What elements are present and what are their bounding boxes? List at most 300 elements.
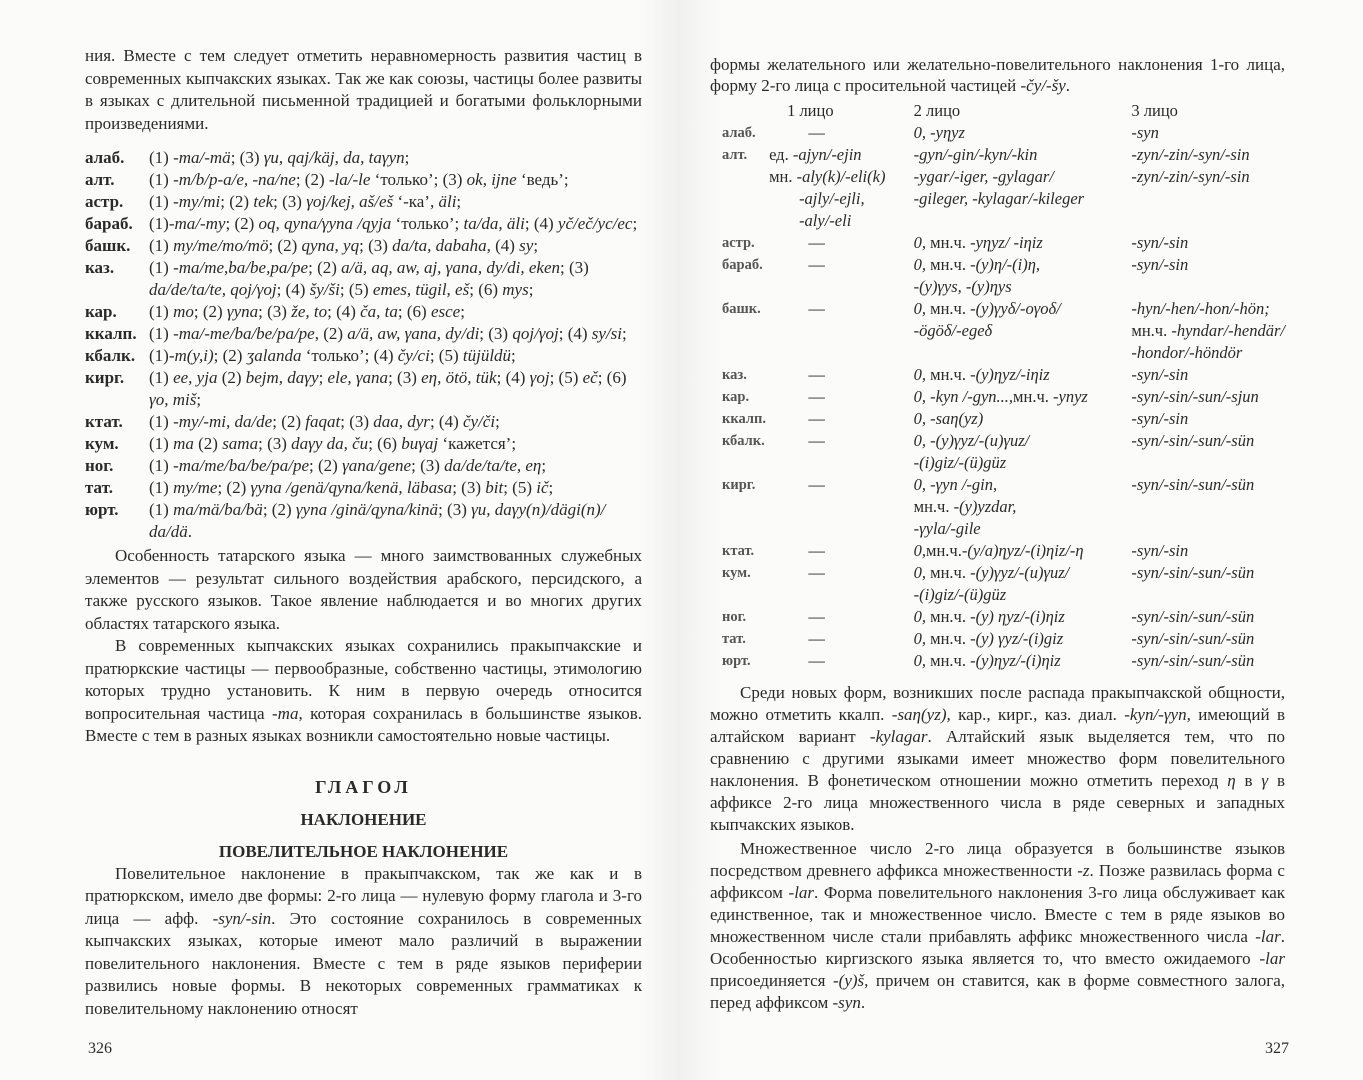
text-run: ‘только’; (3)	[370, 170, 467, 189]
cell-line	[914, 122, 1126, 144]
italic-form: -(y)γys, -(y)ηys	[913, 277, 1012, 296]
italic-form: daγy da, ču	[291, 434, 369, 453]
language-abbreviation: ктат.	[722, 543, 755, 559]
italic-form: γ	[1261, 771, 1269, 790]
cell-line	[914, 364, 1126, 386]
table-cell-c1	[769, 386, 914, 408]
italic-form: -kylagar	[869, 727, 928, 746]
text-run: . Форма повелительного наклонения 3-го лица обслуживает как единственное, так и множественное число. Вместе с тем в ряде языков во множественном числе стали прибавлять аффикс множественного числа	[710, 883, 1285, 946]
table-cell-c1	[769, 628, 914, 650]
table-cell-c2	[914, 144, 1132, 232]
language-abbreviation: кум.	[722, 565, 751, 581]
italic-form: yč/eč/yc/ec	[557, 214, 633, 233]
cell-line	[769, 210, 914, 232]
language-abbreviation: ног.	[722, 609, 747, 625]
text-run: мн.ч.	[930, 607, 971, 626]
text-run: ; (2)	[308, 258, 342, 277]
text-run: ‘только’;	[391, 214, 464, 233]
language-abbreviation: алаб.	[722, 125, 756, 141]
language-abbreviation: башк.	[85, 236, 131, 255]
paragraph-imperative	[85, 863, 642, 1021]
text-run: Множественное число 2-го лица образуется в большинстве языков посредством древнего аффикса множественности	[710, 839, 1285, 880]
subsection-heading: ПОВЕЛИТЕЛЬНОЕ НАКЛОНЕНИЕ	[218, 841, 509, 861]
table-cell-c3	[1131, 474, 1285, 540]
cell-line	[1131, 650, 1285, 672]
text-run: .	[860, 993, 866, 1012]
italic-form: 0,	[913, 607, 931, 626]
table-cell-c2	[914, 474, 1132, 540]
text-run: (1)	[149, 412, 174, 431]
text-run: ; (2)	[193, 302, 227, 321]
cell-line	[1131, 342, 1285, 364]
table-cell-c3	[1131, 364, 1285, 386]
language-abbreviation: каз.	[722, 367, 747, 383]
text-run: ; (4)	[496, 368, 530, 387]
italic-form: γana/gene	[342, 456, 412, 475]
text-run: ; (2)	[225, 214, 259, 233]
language-abbreviation: астр.	[722, 235, 755, 251]
left-page	[0, 0, 680, 1080]
table-cell-c1	[769, 606, 914, 628]
table-row	[722, 540, 1285, 562]
cell-line	[1131, 254, 1285, 276]
italic-form: -syn/-sin/-sun/-sün	[1131, 607, 1255, 626]
text-run: ‘кажется’;	[438, 434, 517, 453]
text-run: мн.ч.	[913, 497, 954, 516]
cell-line	[914, 320, 1126, 342]
column-header: 3 лицо	[1131, 101, 1178, 120]
italic-form: tek	[253, 192, 274, 211]
table-row	[722, 628, 1285, 650]
text-run: мн.ч.	[930, 629, 971, 648]
italic-form: -ajly/-ejli,	[799, 189, 865, 208]
language-abbreviation: бараб.	[722, 257, 763, 273]
text-run: ; (3)	[560, 258, 589, 277]
italic-form: čy/ci	[397, 346, 430, 365]
text-run: ‘ведь’;	[516, 170, 569, 189]
italic-form: daa, dyr	[373, 412, 430, 431]
italic-form: -(y)ηyz/-(i)ηiz	[970, 651, 1061, 670]
particle-forms	[149, 411, 642, 433]
text-run: ;	[622, 324, 627, 343]
cell-line	[914, 650, 1126, 672]
text-run: ния. Вместе с тем следует отметить неравномерность развития частиц в современных кыпчакских языках. Так же как союзы, частицы более развиты в языках с длительной письменной традицией и богатыми фольклорными произведениями.	[85, 46, 642, 133]
table-cell-c3	[1131, 540, 1285, 562]
text-run: ; (2)	[272, 412, 306, 431]
cell-line	[769, 540, 914, 562]
text-run: . Особенностью киргизского языка является то, что вместо ожидаемого	[710, 927, 1285, 968]
text-run: ;	[528, 280, 534, 299]
italic-form: 0,	[913, 629, 931, 648]
italic-form: mo	[173, 302, 194, 321]
cell-line	[769, 122, 914, 144]
cell-line	[1131, 166, 1285, 188]
cell-line	[914, 408, 1126, 430]
italic-form: -(y) ηyz/-(i)ηiz	[970, 607, 1065, 626]
text-run: мн.ч.	[1013, 387, 1053, 406]
italic-form: -m/b/p-a/e, -na/ne	[173, 170, 296, 189]
particle-forms	[149, 499, 642, 543]
particle-forms	[149, 301, 642, 323]
italic-form: -zyn/-zin/-syn/-sin	[1131, 167, 1250, 186]
italic-form: -lar	[1259, 949, 1285, 968]
italic-form: -(y)yzdar,	[953, 497, 1017, 516]
text-run: (1)	[149, 302, 174, 321]
cell-line	[914, 254, 1126, 276]
cell-line	[914, 584, 1126, 606]
text-run: ; (3)	[258, 434, 292, 453]
italic-form: ta/da, äli	[463, 214, 525, 233]
language-abbreviation: алаб.	[85, 148, 125, 167]
language-abbreviation: алт.	[722, 147, 748, 163]
text-run: ; (3)	[438, 500, 472, 519]
table-cell-c2	[914, 122, 1132, 144]
text-run: мн.ч.	[930, 255, 971, 274]
cell-line	[914, 606, 1126, 628]
italic-form: -(y)š,	[833, 971, 869, 990]
page-number: 326	[88, 1040, 112, 1057]
text-run: ; (3)	[452, 478, 486, 497]
table-row	[722, 144, 1285, 232]
italic-form: my/me/mo/mö	[173, 236, 269, 255]
table-row	[722, 122, 1285, 144]
cell-line	[1131, 430, 1285, 452]
italic-form: -syn	[832, 993, 861, 1012]
table-cell-c1	[769, 232, 914, 254]
dash: —	[808, 541, 825, 560]
italic-form: -(y)γyδ/-oγoδ/	[970, 299, 1061, 318]
cell-line	[769, 628, 914, 650]
table-cell-c3	[1131, 386, 1285, 408]
language-abbreviation: кбалк.	[722, 433, 765, 449]
italic-form: že, to	[291, 302, 328, 321]
italic-form: emes, tügil, eš	[372, 280, 470, 299]
text-run: ; (3)	[258, 302, 292, 321]
cell-line	[1131, 562, 1285, 584]
italic-form: -saη(yz),	[891, 705, 951, 724]
language-abbreviation: бараб.	[85, 214, 133, 233]
language-abbreviation: ккалп.	[85, 324, 137, 343]
italic-form: sama	[222, 434, 259, 453]
table-row	[722, 650, 1285, 672]
list-item	[85, 455, 642, 477]
language-abbreviation: ктат.	[85, 412, 123, 431]
text-run: ;	[533, 236, 539, 255]
list-item	[85, 169, 642, 191]
text-run: ; (3)	[411, 456, 445, 475]
italic-form: γoj/kej, aš/eš	[306, 192, 394, 211]
italic-form: 0,	[913, 651, 931, 670]
table-header	[722, 100, 1285, 122]
particle-forms	[149, 367, 642, 411]
italic-form: -aly/-eli	[799, 211, 852, 230]
table-cell-c3	[1131, 298, 1285, 364]
text-run: в аффиксе 2-го лица множественного числа в ряде северных и западных кыпчакских языков.	[710, 771, 1285, 834]
text-run: . Позже развилась форма с аффиксом	[710, 861, 1285, 902]
particle-forms	[149, 433, 642, 455]
text-run: ; (2)	[217, 478, 251, 497]
cell-line	[769, 364, 914, 386]
text-run: мн.ч.	[926, 541, 962, 560]
italic-form: -(y) γyz/-(i)giz	[970, 629, 1064, 648]
italic-form: -ma/-mä	[173, 148, 231, 167]
italic-form: 0,	[913, 541, 926, 560]
table-cell-c3	[1131, 628, 1285, 650]
italic-form: bejm, daγy	[245, 368, 319, 387]
italic-form: 0,	[913, 255, 931, 274]
table-cell-c3	[1131, 408, 1285, 430]
table-cell-c3	[1131, 144, 1285, 232]
italic-form: -hyn/-hen/-hon/-hön;	[1131, 299, 1270, 318]
cell-line	[769, 254, 914, 276]
text-run: ; (3)	[479, 324, 513, 343]
text-run: ; (5)	[503, 478, 537, 497]
table-cell-c1	[769, 408, 914, 430]
cell-line	[1131, 320, 1285, 342]
text-run: (1)	[149, 258, 174, 277]
cell-line	[914, 298, 1126, 320]
cell-line	[914, 562, 1126, 584]
table-cell-c3	[1131, 430, 1285, 474]
table-cell-c1	[769, 562, 914, 606]
table-cell-c2	[914, 298, 1132, 364]
dash: —	[808, 255, 825, 274]
cell-line	[1131, 628, 1285, 650]
text-run: ;	[541, 456, 547, 475]
text-run: ; (2)	[309, 456, 343, 475]
italic-form: -γyla/-gile	[913, 519, 981, 538]
text-run: (1)	[149, 214, 169, 233]
text-run: , (2)	[314, 324, 348, 343]
cell-line	[914, 452, 1126, 474]
text-run: ; (2)	[220, 192, 254, 211]
italic-form: my/me	[173, 478, 218, 497]
italic-form: -ajyn/-ejin	[792, 145, 862, 164]
cell-line	[914, 144, 1126, 166]
text-run: мн.ч.	[930, 233, 971, 252]
text-run: ;	[456, 192, 462, 211]
cell-line	[769, 606, 914, 628]
italic-form: -(y)ηyz/-iηiz	[970, 365, 1050, 384]
italic-form: da/de/ta/te, eη	[444, 456, 542, 475]
text-run: ; (5)	[339, 280, 373, 299]
text-run: ; (4)	[429, 412, 463, 431]
cell-line	[769, 408, 914, 430]
italic-form: γoj	[529, 368, 550, 387]
list-item	[85, 367, 642, 411]
list-item	[85, 257, 642, 301]
italic-form: -m(y,i)	[168, 346, 214, 365]
table-cell-c1	[769, 298, 914, 364]
column-header: 2 лицо	[913, 101, 961, 120]
particle-forms	[149, 191, 642, 213]
column-header: 1 лицо	[787, 101, 834, 120]
text-run: мн.	[769, 167, 797, 186]
italic-form: η	[1227, 771, 1236, 790]
text-run: причем он ставится, как в форме совместного залога, перед аффиксом	[710, 971, 1285, 1012]
language-abbreviation: кум.	[85, 434, 119, 453]
italic-form: a/ä, aw, γana, dy/di	[347, 324, 480, 343]
chapter-heading: ГЛАГОЛ	[315, 776, 412, 797]
italic-form: ma	[173, 434, 194, 453]
table-row	[722, 386, 1285, 408]
italic-form: 0,	[913, 233, 931, 252]
table-cell-c2	[914, 628, 1132, 650]
italic-form: ma/mä/ba/bä	[173, 500, 263, 519]
table-cell-c3	[1131, 232, 1285, 254]
text-run: ; (2)	[262, 500, 296, 519]
text-run: (1)	[149, 478, 174, 497]
italic-form: da/ta, dabaha,	[392, 236, 491, 255]
cell-line	[769, 430, 914, 452]
italic-form: -čy/-šy	[1020, 76, 1066, 95]
table-row	[722, 430, 1285, 474]
text-run: (1)	[149, 434, 174, 453]
table-cell-c1	[769, 540, 914, 562]
particle-forms	[149, 235, 642, 257]
italic-form: 0,	[913, 299, 931, 318]
table-cell-c1	[769, 144, 914, 232]
cell-line	[769, 474, 914, 496]
language-abbreviation: кар.	[85, 302, 117, 321]
table-cell-c3	[1131, 650, 1285, 672]
italic-form: ok, ijne	[466, 170, 517, 189]
italic-form: da/de/ta/te, qoj/γoj	[149, 280, 277, 299]
list-item	[85, 433, 642, 455]
language-abbreviation: ккалп.	[722, 411, 766, 427]
text-run: ‘-ка’,	[393, 192, 439, 211]
text-run: мн.ч.	[930, 299, 971, 318]
italic-form: 0, -(y)γyz/-(u)γuz/	[913, 431, 1030, 450]
italic-form: γu, qaj/käj, da, taγyn	[263, 148, 405, 167]
italic-form: -lar	[788, 883, 815, 902]
paragraph-tatar-features	[85, 545, 642, 635]
italic-form: γu, daγy(n)/dägi(n)/ da/dä	[149, 500, 606, 541]
list-item	[85, 411, 642, 433]
cell-line	[914, 518, 1126, 540]
dash: —	[808, 387, 825, 406]
dash: —	[808, 123, 825, 142]
text-run: ; (3)	[359, 236, 393, 255]
italic-form: sy/si	[591, 324, 622, 343]
particle-forms	[149, 323, 642, 345]
text-run: ; (3)	[230, 148, 264, 167]
cell-line	[769, 166, 914, 188]
text-run: (1)	[149, 346, 169, 365]
italic-form: a/ä, aq, aw, aj, γana, dy/di, eken	[341, 258, 561, 277]
text-run: ; (4)	[524, 214, 558, 233]
cell-line	[1131, 540, 1285, 562]
italic-form: 0, -yηyz	[913, 123, 965, 142]
particle-forms	[149, 169, 642, 191]
list-item	[85, 323, 642, 345]
text-run: в	[1235, 771, 1262, 790]
italic-form: γyna /genä/qyna/kenä, läbasa	[250, 478, 453, 497]
italic-form: 0,	[913, 563, 931, 582]
cell-line	[769, 188, 914, 210]
text-run: ;	[460, 302, 465, 321]
italic-form: ee, yja	[173, 368, 218, 387]
text-run: ‘только’; (4)	[301, 346, 398, 365]
cell-line	[769, 386, 914, 408]
text-run: (1)	[149, 192, 174, 211]
italic-form: -gyn/-gin/-kyn/-kin	[913, 145, 1038, 164]
language-abbreviation: каз.	[85, 258, 115, 277]
table-cell-c1	[769, 430, 914, 474]
italic-form: ʒalanda	[246, 346, 302, 365]
right-page	[680, 0, 1363, 1080]
text-run: (2)	[193, 434, 223, 453]
cell-line	[914, 628, 1126, 650]
italic-form: -syn/-sin	[1131, 255, 1189, 274]
particle-list	[85, 147, 642, 543]
italic-form: tüjüldü	[462, 346, 512, 365]
list-item	[85, 499, 642, 543]
text-run: . Это состояние сохранилось в современных кыпчакских языках, которые имеют мало различий в выражении повелительного наклонения. Вместе с тем в ряде языков периферии развились новые формы. В некоторых современных грамматиках к повелительному наклонению относят	[85, 908, 642, 1018]
text-run: ; (2)	[268, 236, 302, 255]
text-run: мн.ч.	[930, 365, 971, 384]
text-run: ; (3)	[273, 192, 307, 211]
text-run: мн.ч.	[930, 563, 971, 582]
text-run: (1)	[149, 456, 174, 475]
cell-line	[1131, 298, 1285, 320]
language-abbreviation: кирг.	[722, 477, 756, 493]
dash: —	[808, 409, 825, 428]
table-row	[722, 562, 1285, 606]
table-cell-c2	[914, 650, 1132, 672]
dash: —	[808, 365, 825, 384]
cell-line	[914, 496, 1126, 518]
table-cell-c3	[1131, 122, 1285, 144]
text-run: мн.ч.	[930, 651, 971, 670]
dash: —	[808, 629, 825, 648]
text-run: имеющий в алтайском вариант	[710, 705, 1285, 746]
italic-form: -syn/-sin	[1131, 365, 1189, 384]
text-run: ; (2)	[295, 170, 329, 189]
language-abbreviation: кбалк.	[85, 346, 136, 365]
cell-line	[1131, 474, 1285, 496]
imperative-forms-table	[722, 100, 1285, 672]
italic-form: -syn/-sin/-sun/-sün	[1131, 563, 1255, 582]
table-cell-c1	[769, 364, 914, 386]
text-run: ; (6)	[469, 280, 503, 299]
language-abbreviation: ног.	[85, 456, 114, 475]
paragraph-particles-intro	[85, 45, 642, 135]
text-run: ; (5)	[549, 368, 583, 387]
italic-form: ič	[536, 478, 549, 497]
italic-form: faqat	[305, 412, 341, 431]
table-cell-c1	[769, 122, 914, 144]
particle-forms	[149, 455, 642, 477]
cell-line	[1131, 144, 1285, 166]
italic-form: 0, -kyn /-gyn...,	[913, 387, 1014, 406]
text-run: (1)	[149, 170, 174, 189]
table-cell-c1	[769, 254, 914, 298]
italic-form: -syn	[1131, 123, 1159, 142]
italic-form: šy/ši	[309, 280, 340, 299]
table-cell-c2	[914, 540, 1132, 562]
left-page-body	[85, 45, 642, 1020]
italic-form: γyna	[226, 302, 259, 321]
table-cell-c1	[769, 474, 914, 540]
italic-form: -ma/-me/ba/be/pa/pe	[173, 324, 315, 343]
italic-form: -(y)η/-(i)η,	[970, 255, 1041, 274]
italic-form: -ma/-my	[168, 214, 226, 233]
text-run: ; (2)	[213, 346, 247, 365]
list-item	[85, 147, 642, 169]
italic-form: -syn/-sin	[1131, 233, 1189, 252]
text-run: ;	[548, 478, 554, 497]
